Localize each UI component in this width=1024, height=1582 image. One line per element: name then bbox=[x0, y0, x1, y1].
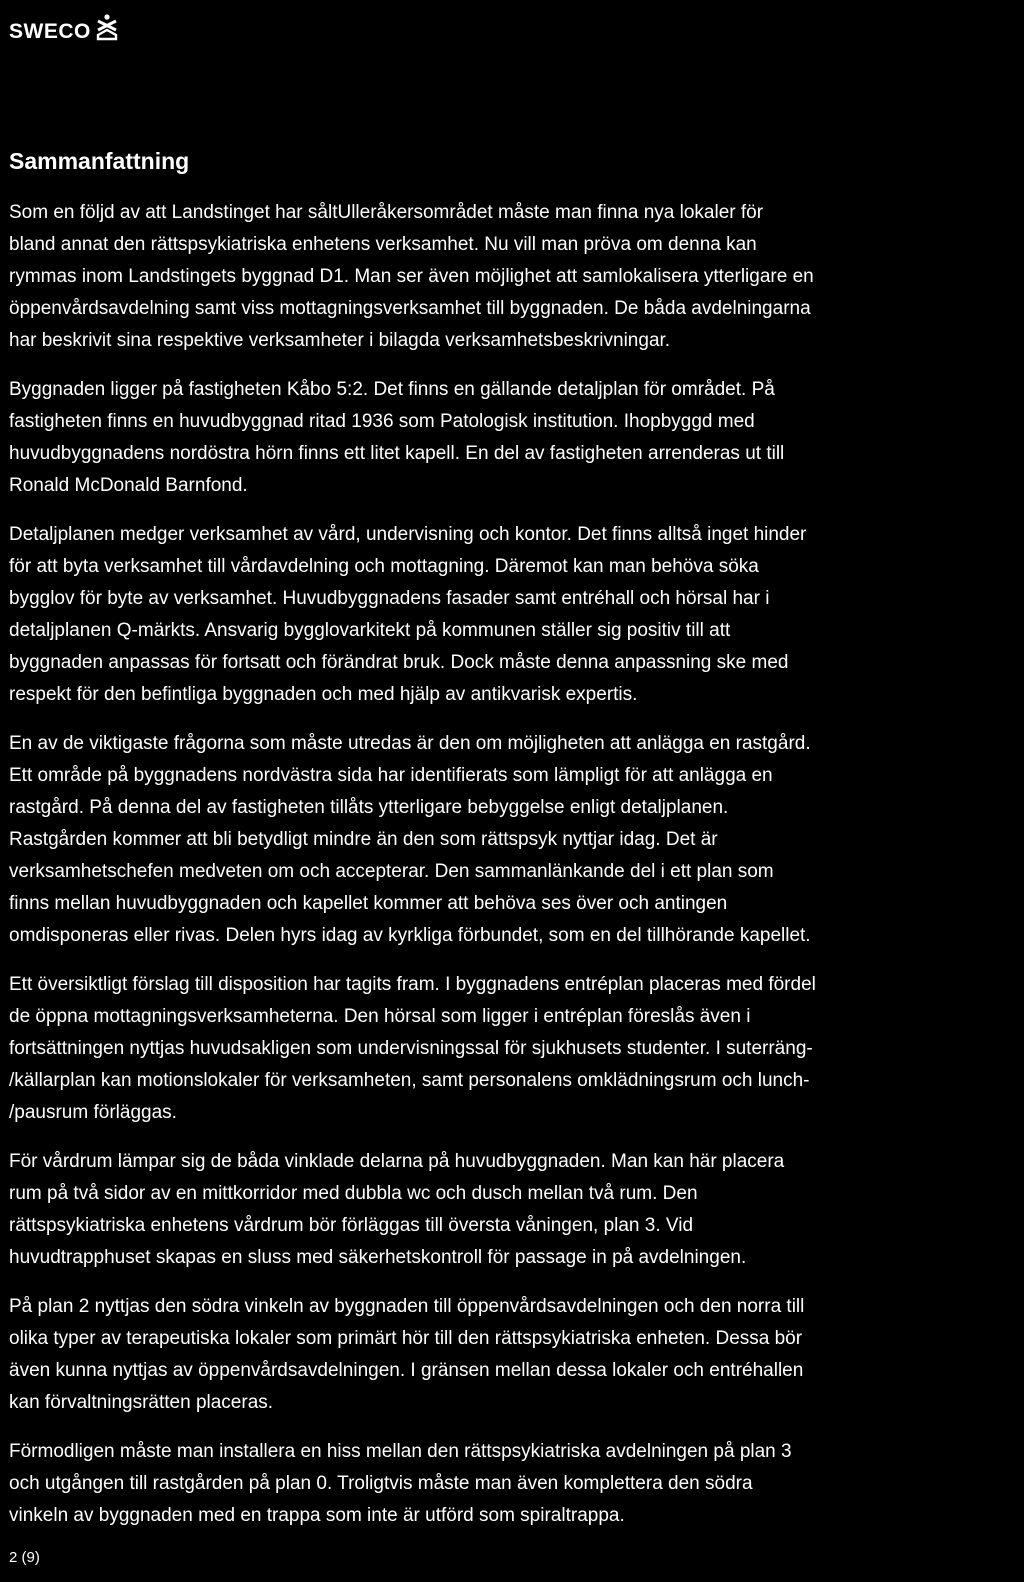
text-line: omdisponeras eller rivas. Delen hyrs idag av kyrkliga förbundet, som en del tillhörande kapellet. bbox=[9, 925, 811, 946]
paragraph bbox=[9, 1291, 1023, 1419]
text-line: rättspsykiatriska enhetens vårdrum bör förläggas till översta våningen, plan 3. Vid bbox=[9, 1215, 694, 1236]
sweco-logo bbox=[9, 14, 119, 42]
text-line: En av de viktigaste frågorna som måste utredas är den om möjligheten att anlägga en rastgård. bbox=[9, 733, 811, 754]
document-body bbox=[9, 197, 1023, 1549]
text-line: fortsättningen nyttjas huvudsakligen som undervisningssal för sjukhusets studenter. I suterräng- bbox=[9, 1038, 813, 1059]
text-line: huvudbyggnadens nordöstra hörn finns ett litet kapell. En del av fastigheten arrenderas ut till bbox=[9, 443, 785, 464]
paragraph bbox=[9, 969, 1023, 1129]
text-line: olika typer av terapeutiska lokaler som primärt hör till den rättspsykiatriska enheten. Dessa bör bbox=[9, 1328, 803, 1349]
text-line: För vårdrum lämpar sig de båda vinklade delarna på huvudbyggnaden. Man kan här placera bbox=[9, 1151, 785, 1172]
text-line: bland annat den rättspsykiatriska enhetens verksamhet. Nu vill man pröva om denna kan bbox=[9, 234, 757, 255]
text-line: rymmas inom Landstingets byggnad D1. Man ser även möjlighet att samlokalisera ytterligare en bbox=[9, 266, 814, 287]
text-line: huvudtrapphuset skapas en sluss med säkerhetskontroll för passage in på avdelningen. bbox=[9, 1247, 747, 1268]
paragraph bbox=[9, 1436, 1023, 1532]
text-line: byggnaden anpassas för fortsatt och förändrat bruk. Dock måste denna anpassning ske med bbox=[9, 652, 789, 673]
text-line: kan förvaltningsrätten placeras. bbox=[9, 1392, 274, 1413]
text-line: Byggnaden ligger på fastigheten Kåbo 5:2. Det finns en gällande detaljplan för området. På bbox=[9, 379, 775, 400]
text-line: /källarplan kan motionslokaler för verksamheten, samt personalens omklädningsrum och lunch- bbox=[9, 1070, 810, 1091]
text-line: finns mellan huvudbyggnaden och kapellet kommer att behöva ses över och antingen bbox=[9, 893, 728, 914]
text-line: rum på två sidor av en mittkorridor med dubbla wc och dusch mellan två rum. Den bbox=[9, 1183, 698, 1204]
text-line: Ett översiktligt förslag till disposition har tagits fram. I byggnadens entréplan placeras med fördel bbox=[9, 974, 816, 995]
text-line: och utgången till rastgården på plan 0. Troligtvis måste man även komplettera den södra bbox=[9, 1473, 753, 1494]
text-line: detaljplanen Q-märkts. Ansvarig bygglovarkitekt på kommunen ställer sig positiv till att bbox=[9, 620, 731, 641]
text-line: har beskrivit sina respektive verksamheter i bilagda verksamhetsbeskrivningar. bbox=[9, 330, 671, 351]
paragraph bbox=[9, 519, 1023, 711]
text-line: fastigheten finns en huvudbyggnad ritad 1936 som Patologisk institution. Ihopbyggd med bbox=[9, 411, 755, 432]
paragraph bbox=[9, 197, 1023, 357]
text-line: respekt för den befintliga byggnaden och med hjälp av antikvarisk expertis. bbox=[9, 684, 638, 705]
sweco-logo-icon bbox=[95, 14, 119, 41]
text-line: för att byta verksamhet till vårdavdelning och mottagning. Däremot kan man behöva söka bbox=[9, 556, 759, 577]
text-line: även kunna nyttjas av öppenvårdsavdelningen. I gränsen mellan dessa lokaler och entréhallen bbox=[9, 1360, 804, 1381]
text-line: Ett område på byggnadens nordvästra sida har identifierats som lämpligt för att anlägga en bbox=[9, 765, 773, 786]
text-line: På plan 2 nyttjas den södra vinkeln av byggnaden till öppenvårdsavdelningen och den norra till bbox=[9, 1296, 805, 1317]
page-number: 2 (9) bbox=[9, 1549, 40, 1566]
text-line: bygglov för byte av verksamhet. Huvudbyggnadens fasader samt entréhall och hörsal har i bbox=[9, 588, 770, 609]
text-line: Rastgården kommer att bli betydligt mindre än den som rättspsyk nyttjar idag. Det är bbox=[9, 829, 718, 850]
text-line: Som en följd av att Landstinget har såltUlleråkersområdet måste man finna nya lokaler för bbox=[9, 202, 764, 223]
paragraph bbox=[9, 374, 1023, 502]
logo-text: SWECO bbox=[9, 20, 91, 43]
text-line: /pausrum förläggas. bbox=[9, 1102, 177, 1123]
paragraph bbox=[9, 728, 1023, 952]
text-line: de öppna mottagningsverksamheterna. Den hörsal som ligger i entréplan föreslås även i bbox=[9, 1006, 751, 1027]
paragraph bbox=[9, 1146, 1023, 1274]
text-line: Förmodligen måste man installera en hiss mellan den rättspsykiatriska avdelningen på plan 3 bbox=[9, 1441, 792, 1462]
text-line: Ronald McDonald Barnfond. bbox=[9, 475, 248, 496]
text-line: Detaljplanen medger verksamhet av vård, undervisning och kontor. Det finns alltså inget hinder bbox=[9, 524, 807, 545]
text-line: öppenvårdsavdelning samt viss mottagningsverksamhet till byggnaden. De båda avdelningarna bbox=[9, 298, 811, 319]
text-line: vinkeln av byggnaden med en trappa som inte är utförd som spiraltrappa. bbox=[9, 1505, 625, 1526]
page-title: Sammanfattning bbox=[9, 148, 190, 174]
text-line: rastgård. På denna del av fastigheten tillåts ytterligare bebyggelse enligt detaljplanen. bbox=[9, 797, 729, 818]
text-line: verksamhetschefen medveten om och accepterar. Den sammanlänkande del i ett plan som bbox=[9, 861, 774, 882]
